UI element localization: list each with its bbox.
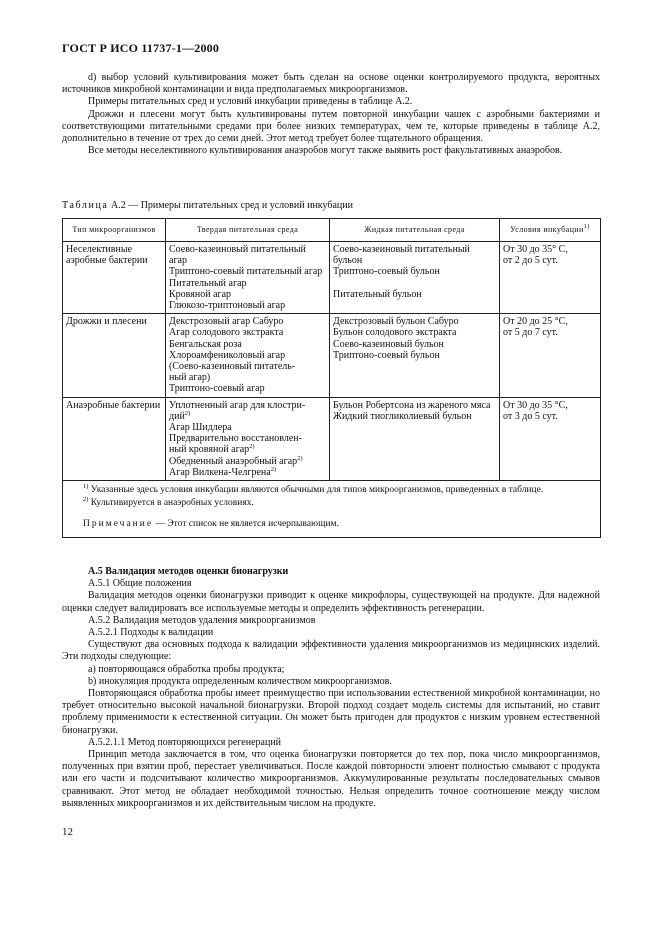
medium-item: Триптоно-соевый агар [169,383,265,395]
medium-item: Предварительно восстановлен- [169,433,302,445]
paragraph: Все методы неселективного культивирования анаэробов могут также выявить рост факультативных анаэробов. [88,145,563,157]
subsection-title: А.5.1 Общие положения [88,578,192,590]
table-header-row [63,219,601,242]
cell-liquid [330,314,500,397]
footnote-ref: 1) [583,223,590,231]
list-item: b) инокуляция продукта определенным количеством микроорганизмов. [88,675,392,687]
table-caption-label: Таблица [62,200,109,211]
condition-line: от 2 до 5 сут. [503,255,558,267]
medium-item: Декстрозовый агар Сабуро [169,316,284,328]
medium-item: Агар Вилкена-Челгрена$^{2)}$ [169,465,277,478]
medium-item: Агар солодового экстракта [169,327,284,339]
medium-item: Триптоно-соевый бульон [333,349,440,361]
cell-liquid [330,242,500,314]
medium-item: Обедненный анаэробный агар$^{2)}$ [169,454,303,467]
cell-solid [166,242,330,314]
document-header: ГОСТ Р ИСО 11737-1—2000 [62,41,220,55]
table-note: Примечание — Этот список не является исчерпывающим. [83,519,339,530]
paragraph: d) выбор условий культивирования может быть сделан на основе оценки контролируемого продукта, вероятных источников микробной контаминации и вида предполагаемых микроорганизмов. [62,72,600,96]
cell-liquid [330,397,500,480]
table-caption-text: А.2 — Примеры питательных сред и условий инкубации [110,200,353,211]
medium-item: Триптоно-соевый питательный агар [169,266,323,278]
medium-item: Соево-казеиновый питательный агар [169,244,306,267]
paragraph: Принцип метода заключается в том, что оценка бионагрузки повторяется до тех пор, пока число микроорганизмов, полученных при взятии проб, перестает увеличиваться. После каждой повторности элюент полностью смывают с продукта или его части и подсчитывают количество микроорганизмов. Аккумулированные результаты последовательных смывов сравнивают. Этот метод не обладает необходимой точностью. Нельзя определить точное соотношение между числом выявленных микроорганизмов и их действительным числом на продукте. [62,749,600,809]
medium-item: Триптоно-соевый бульон [333,266,440,278]
section-title: А.5 Валидация методов оценки бионагрузки [88,566,289,577]
cell-type: Неселективные аэробные бактерии [63,242,166,314]
medium-item: Питательный бульон [333,288,422,300]
intro-text [62,72,600,157]
condition-line: от 3 до 5 сут. [503,410,558,422]
header-type: Тип микроорганизмов [63,219,166,242]
medium-item: Уплотненный агар для клостри- [169,399,306,411]
footnote-ref: 2) [270,465,277,473]
cell-type: Анаэробные бактерии [63,397,166,480]
footnote: $^{2)}$ Культивируется в анаэробных условиях. [83,496,254,509]
cell-solid [166,397,330,480]
paragraph: Повторяющаяся обработка пробы имеет преимущество при использовании естественной микробной контаминации, но требует относительно высокой начальной бионагрузки. Второй подход создает модель системы для испытаний, но ставит проблему применимости к естественной ситуации. Он может быть пригоден для продуктов с низким уровнем естественной бионагрузки. [62,688,600,736]
medium-item: Агар Шидлера [169,422,232,434]
footnote-ref: 2) [184,409,191,417]
header-liquid: Жидкая питательная среда [330,219,500,242]
medium-item: Бульон Робертсона из жареного мяса [333,399,491,411]
cell-conditions [500,314,601,397]
table-footnotes [63,481,601,538]
list-item: а) повторяющаяся обработка пробы продукта; [88,663,285,675]
medium-item: Бульон солодового экстракта [333,327,457,339]
paragraph: Дрожжи и плесени могут быть культивированы путем повторной инкубации чашек с аэробными бактериями и соответствующими питательными средами при более низких температурах, чем те, которые приведены в таблице А.2, дополнительно в течение от трех до семи дней. Этот метод требует более тщательного обращения. [62,108,600,145]
medium-item: Глюкозо-триптоновый агар [169,300,286,312]
medium-item: Хлороамфениколовый агар [169,349,286,361]
medium-item: Кровяной агар [169,288,232,300]
footnote-ref: 2) [297,454,303,462]
condition-line: От 20 до 25 °С, [503,316,568,328]
footnote-ref: 2) [249,443,255,451]
media-table [62,218,601,538]
medium-item: дий$^{2)}$ [169,409,191,422]
medium-item: Питательный агар [169,277,247,289]
medium-item: Соево-казеиновый бульон [333,338,444,350]
footnote: $^{1)}$ Указанные здесь условия инкубации являются обычными для типов микроорганизмов, приведенных в таблице. [83,483,544,496]
cell-conditions [500,242,601,314]
header-conditions [500,219,601,242]
medium-item: Бенгальская роза [169,338,242,350]
medium-item: Соево-казеиновый питательный бульон [333,244,470,267]
condition-line: от 5 до 7 сут. [503,327,558,339]
condition-line: От 30 до 35° С, [503,244,568,255]
subsection-title: А.5.2.1.1 Метод повторяющихся регенераций [88,736,282,748]
medium-item: ный агар) [169,372,211,384]
medium-item: (Соево-казеиновый питатель- [169,361,296,373]
medium-item: Декстрозовый бульон Сабуро [333,316,459,328]
subsection-title: А.5.2 Валидация методов удаления микроорганизмов [88,614,316,626]
table-row [63,242,601,314]
medium-item: Жидкий тиогликолиевый бульон [333,410,472,422]
header-conditions-label: Условия инкубации [510,225,584,235]
paragraph: Примеры питательных сред и условий инкубации приведены в таблице А.2. [88,96,413,108]
table-row [63,314,601,397]
table-row [63,397,601,480]
paragraph: Существуют два основных подхода к валидации эффективности удаления микроорганизмов из медицинских изделий. Эти подходы следующие: [62,639,600,663]
cell-solid [166,314,330,397]
header-solid: Твердая питательная среда [166,219,330,242]
page-number: 12 [62,826,73,838]
condition-line: От 30 до 35 °С, [503,399,568,411]
cell-conditions [500,397,601,480]
table-caption [62,200,353,212]
paragraph: Валидация методов оценки бионагрузки приводит к оценке микрофлоры, существующей на продукте. Для надежной оценки следует валидировать все используемые методы и определить эффективность регенерации. [62,590,600,614]
section-a5 [62,566,600,810]
medium-item: ный кровяной агар$^{2)}$ [169,443,255,456]
subsection-title: А.5.2.1 Подходы к валидации [88,627,214,639]
cell-type: Дрожжи и плесени [63,314,166,397]
